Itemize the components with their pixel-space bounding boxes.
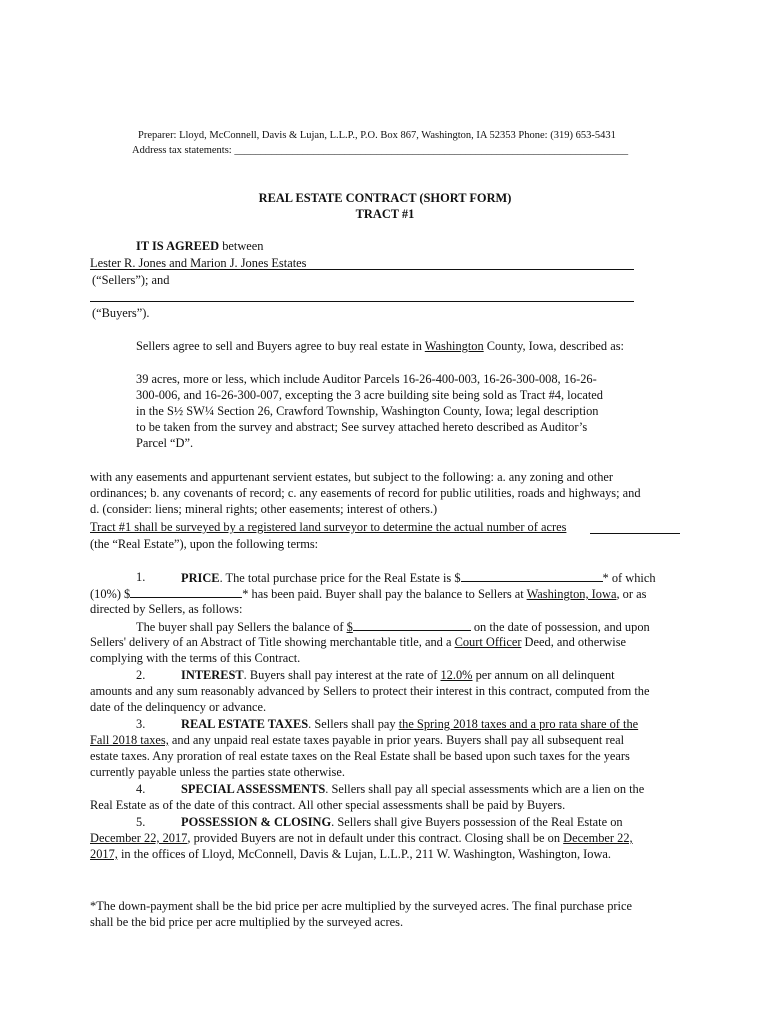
interest-line1: INTEREST. Buyers shall pay interest at the rate of 12.0% per annum on all delinquent: [181, 668, 615, 682]
price-blank: [461, 569, 603, 582]
buyers-label: (“Buyers”).: [92, 306, 150, 320]
possession-line2: December 22, 2017, provided Buyers are not in default under this contract. Closing shall be on December 22,: [90, 831, 633, 845]
assessments-line1: SPECIAL ASSESSMENTS. Sellers shall pay all special assessments which are a lien on the: [181, 782, 645, 796]
assessments-line2: Real Estate as of the date of this contract. All other special assessments shall be paid by Buyers.: [90, 798, 566, 812]
price-line1: PRICE. The total purchase price for the Real Estate is $ * of which: [181, 571, 656, 585]
taxes-num: 3.: [136, 717, 146, 731]
footnote-line1: *The down-payment shall be the bid price per acre multiplied by the surveyed acres. The final purchase price: [90, 899, 632, 913]
property-description: [136, 371, 636, 451]
agreed-line: IT IS AGREED between: [136, 239, 264, 253]
contract-title: REAL ESTATE CONTRACT (SHORT FORM): [258, 191, 512, 205]
desc-line: 39 acres, more or less, which include Auditor Parcels 16-26-400-003, 16-26-300-008, 16-26-: [136, 372, 597, 386]
price-line5: Sellers' delivery of an Abstract of Title showing merchantable title, and a Court Officer Deed, and otherwise: [90, 635, 627, 649]
buyers-blank-line: [90, 301, 634, 302]
desc-line: 300-006, and 16-26-300-007, excepting the 3 acre building site being sold as Tract #4, located: [136, 388, 603, 402]
sellers-underline: [90, 269, 634, 270]
address-tax-line: Address tax statements: ___________________________________________________________________________: [132, 145, 629, 156]
taxes-line2: Fall 2018 taxes, and any unpaid real estate taxes payable in prior years. Buyers shall pay all subsequent real: [90, 733, 625, 747]
preparer-line: Preparer: Lloyd, McConnell, Davis & Lujan, L.L.P., P.O. Box 867, Washington, IA 52353 Phone: (319) 653-5431: [138, 130, 616, 141]
sellers-label: (“Sellers”); and: [92, 273, 170, 287]
tract-survey-line: Tract #1 shall be surveyed by a registered land surveyor to determine the actual number of acres: [90, 520, 567, 534]
county-name: Washington: [424, 339, 484, 353]
sellers-name: Lester R. Jones and Marion J. Jones Estates: [90, 256, 307, 270]
price-line3: directed by Sellers, as follows:: [90, 602, 243, 616]
desc-line: Parcel “D”.: [136, 436, 194, 450]
sell-intro: Sellers agree to sell and Buyers agree to buy real estate in Washington County, Iowa, described as:: [136, 339, 624, 353]
interest-line2: amounts and any sum reasonably advanced by Sellers to protect their interest in this contract, computed from the: [90, 684, 650, 698]
taxes-line3: estate taxes. Any proration of real estate taxes on the Real Estate shall be based upon such taxes for the years: [90, 749, 630, 763]
balance-blank: [353, 618, 471, 631]
price-line6: complying with the terms of this Contract.: [90, 651, 301, 665]
real-estate-terms: (the “Real Estate”), upon the following terms:: [90, 537, 319, 551]
possession-line1: POSSESSION & CLOSING. Sellers shall give Buyers possession of the Real Estate on: [181, 815, 623, 829]
interest-line3: date of the delinquency or advance.: [90, 700, 267, 714]
interest-rate: 12.0%: [440, 668, 473, 682]
desc-line: in the S½ SW¼ Section 26, Crawford Township, Washington County, Iowa; legal description: [136, 404, 599, 418]
price-line4: The buyer shall pay Sellers the balance of $ on the date of possession, and upon: [136, 620, 650, 634]
price-num: 1.: [136, 570, 146, 584]
desc-line: to be taken from the survey and abstract; See survey attached hereto described as Auditor’s: [136, 420, 588, 434]
possession-num: 5.: [136, 815, 146, 829]
possession-line3: 2017, in the offices of Lloyd, McConnell, Davis & Lujan, L.L.P., 211 W. Washington, Washington, Iowa.: [90, 847, 612, 861]
tract-survey-underline: [590, 533, 680, 534]
taxes-line1: REAL ESTATE TAXES. Sellers shall pay the Spring 2018 taxes and a pro rata share of the: [181, 717, 639, 731]
price-line2: (10%) $ * has been paid. Buyer shall pay the balance to Sellers at Washington, Iowa, or as: [90, 587, 647, 601]
footnote-line2: shall be the bid price per acre multiplied by the surveyed acres.: [90, 915, 404, 929]
assessments-num: 4.: [136, 782, 146, 796]
taxes-line4: currently payable unless the parties state otherwise.: [90, 765, 345, 779]
downpayment-blank: [130, 585, 242, 598]
interest-num: 2.: [136, 668, 146, 682]
tract-title: TRACT #1: [355, 207, 415, 221]
easements-paragraph: with any easements and appurtenant servient estates, but subject to the following: a. any zoning and other ordinances; b. any covenants of record; c. any easements of record for public utilities, roads and highways; and d. (consider: liens; mineral rights; other easements; interest of others.): [90, 470, 641, 516]
